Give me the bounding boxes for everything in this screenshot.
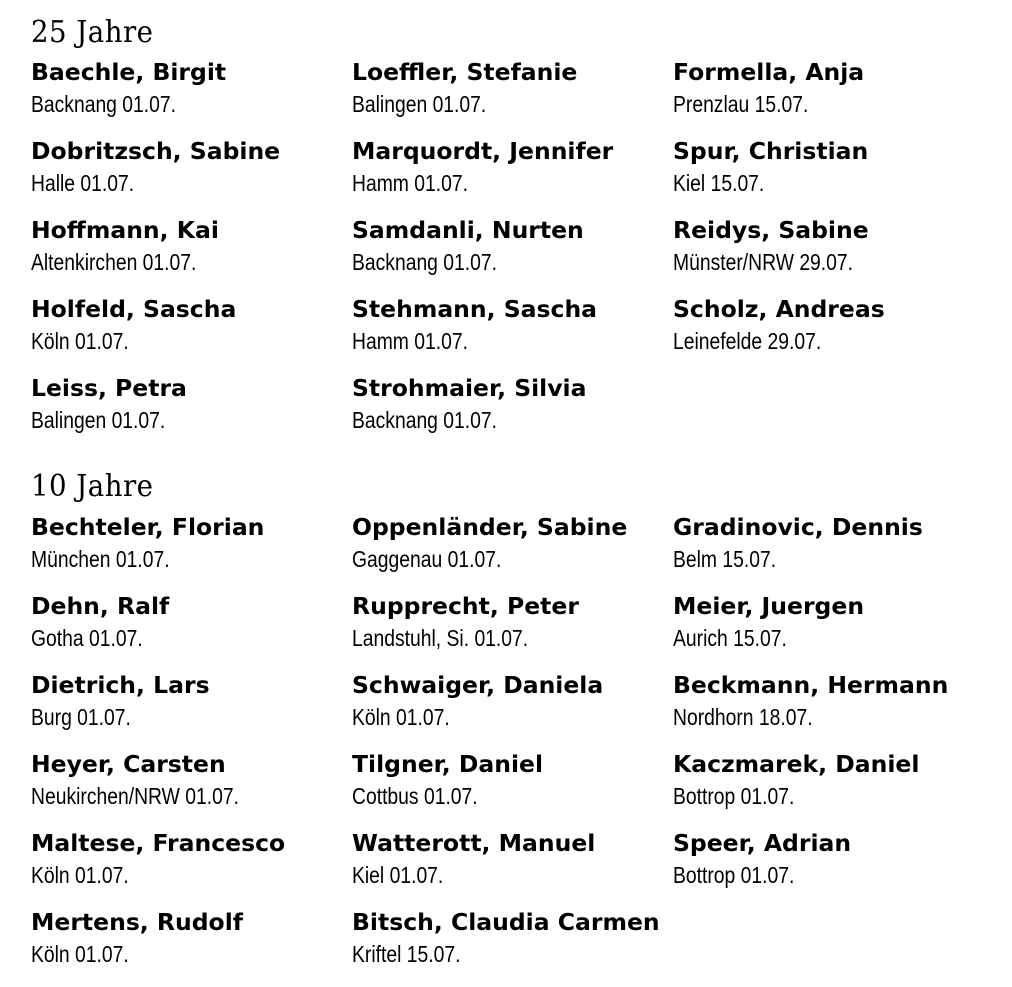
person-name: Stehmann, Sascha [352, 295, 598, 323]
person-entry [352, 372, 673, 451]
person-entry [31, 214, 352, 293]
person-name: Spur, Christian [673, 137, 869, 165]
location-date: München 01.07. [31, 546, 170, 572]
location-date: Köln 01.07. [31, 328, 129, 354]
person-entry [352, 293, 673, 372]
person-name: Tilgner, Daniel [352, 750, 544, 778]
person-entry [673, 511, 994, 590]
person-entry [352, 511, 673, 590]
location-date: Belm 15.07. [673, 546, 777, 572]
person-name: Loeffler, Stefanie [352, 58, 578, 86]
person-name: Mertens, Rudolf [31, 908, 243, 936]
location-date: Balingen 01.07. [352, 91, 487, 117]
location-date: Backnang 01.07. [352, 407, 498, 433]
column-1 [31, 56, 352, 451]
person-entry [31, 590, 352, 669]
person-name: Scholz, Andreas [673, 295, 885, 323]
person-entry [352, 214, 673, 293]
location-date: Backnang 01.07. [31, 91, 177, 117]
location-date: Kiel 01.07. [352, 862, 444, 888]
location-date: Leinefelde 29.07. [673, 328, 822, 354]
location-date: Kiel 15.07. [673, 170, 765, 196]
location-date: Halle 01.07. [31, 170, 135, 196]
location-date: Kriftel 15.07. [352, 941, 461, 967]
person-entry [352, 669, 673, 748]
person-name: Baechle, Birgit [31, 58, 227, 86]
person-entry [352, 56, 673, 135]
person-entry [673, 56, 994, 135]
location-date: Prenzlau 15.07. [673, 91, 809, 117]
location-date: Backnang 01.07. [352, 249, 498, 275]
person-name: Schwaiger, Daniela [352, 671, 604, 699]
person-name: Dobritzsch, Sabine [31, 137, 281, 165]
person-name: Holfeld, Sascha [31, 295, 237, 323]
person-entry [31, 748, 352, 827]
person-entry [31, 372, 352, 451]
person-name: Leiss, Petra [31, 374, 187, 402]
location-date: Gotha 01.07. [31, 625, 143, 651]
person-name: Formella, Anja [673, 58, 865, 86]
person-entry [31, 511, 352, 590]
location-date: Gaggenau 01.07. [352, 546, 502, 572]
person-entry [352, 906, 673, 985]
location-date: Cottbus 01.07. [352, 783, 478, 809]
person-entry [31, 906, 352, 985]
person-entry [673, 214, 994, 293]
person-entry [673, 669, 994, 748]
person-name: Strohmaier, Silvia [352, 374, 587, 402]
person-name: Rupprecht, Peter [352, 592, 579, 620]
location-date: Nordhorn 18.07. [673, 704, 813, 730]
person-name: Dehn, Ralf [31, 592, 170, 620]
location-date: Köln 01.07. [31, 941, 129, 967]
person-name: Dietrich, Lars [31, 671, 210, 699]
location-date: Köln 01.07. [31, 862, 129, 888]
column-1 [31, 511, 352, 985]
location-date: Münster/NRW 29.07. [673, 249, 854, 275]
section-grid-25-jahre [31, 56, 994, 451]
person-name: Kaczmarek, Daniel [673, 750, 920, 778]
person-entry [673, 135, 994, 214]
person-name: Speer, Adrian [673, 829, 852, 857]
person-entry [31, 56, 352, 135]
column-2 [352, 511, 673, 985]
person-name: Meier, Juergen [673, 592, 865, 620]
person-name: Heyer, Carsten [31, 750, 226, 778]
person-name: Beckmann, Hermann [673, 671, 949, 699]
location-date: Landstuhl, Si. 01.07. [352, 625, 529, 651]
location-date: Aurich 15.07. [673, 625, 787, 651]
location-date: Hamm 01.07. [352, 170, 468, 196]
person-entry [352, 590, 673, 669]
section-heading-25-jahre: 25 Jahre [31, 15, 154, 50]
person-name: Maltese, Francesco [31, 829, 286, 857]
person-entry [31, 669, 352, 748]
person-entry [352, 135, 673, 214]
person-entry [673, 748, 994, 827]
location-date: Bottrop 01.07. [673, 862, 795, 888]
person-name: Samdanli, Nurten [352, 216, 584, 244]
person-name: Bitsch, Claudia Carmen [352, 908, 660, 936]
section-heading-10-jahre: 10 Jahre [31, 469, 154, 504]
location-date: Köln 01.07. [352, 704, 450, 730]
location-date: Balingen 01.07. [31, 407, 166, 433]
person-name: Bechteler, Florian [31, 513, 265, 541]
location-date: Burg 01.07. [31, 704, 131, 730]
person-entry [352, 827, 673, 906]
person-entry [673, 827, 994, 906]
person-entry [673, 293, 994, 372]
person-name: Gradinovic, Dennis [673, 513, 923, 541]
column-3 [673, 56, 994, 451]
column-2 [352, 56, 673, 451]
location-date: Hamm 01.07. [352, 328, 468, 354]
location-date: Neukirchen/NRW 01.07. [31, 783, 239, 809]
person-entry [31, 293, 352, 372]
person-name: Reidys, Sabine [673, 216, 869, 244]
person-entry [31, 827, 352, 906]
person-entry [673, 590, 994, 669]
person-name: Hoffmann, Kai [31, 216, 219, 244]
section-grid-10-jahre [31, 511, 994, 985]
person-name: Marquordt, Jennifer [352, 137, 614, 165]
column-3 [673, 511, 994, 985]
person-name: Oppenländer, Sabine [352, 513, 628, 541]
location-date: Bottrop 01.07. [673, 783, 795, 809]
person-entry [31, 135, 352, 214]
person-entry [352, 748, 673, 827]
location-date: Altenkirchen 01.07. [31, 249, 197, 275]
person-name: Watterott, Manuel [352, 829, 596, 857]
